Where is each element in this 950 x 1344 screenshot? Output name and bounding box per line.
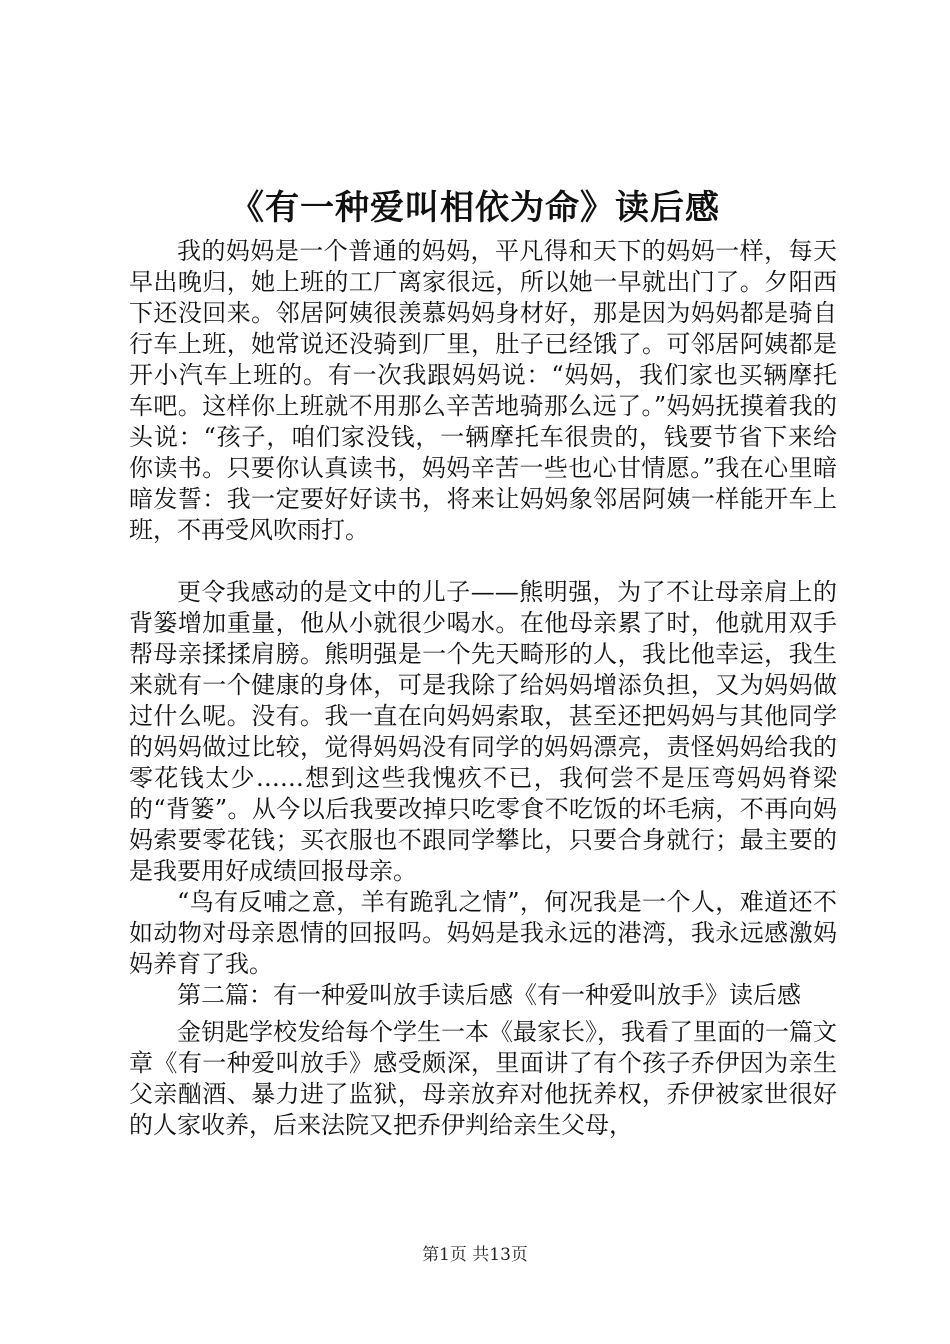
paragraph-4: 金钥匙学校发给每个学生一本《最家长》，我看了里面的一篇文章《有一种爱叫放手》感受颇深，里面讲了有个孩子乔伊因为亲生父亲酗酒、暴力进了监狱，母亲放弃对他抚养权，乔伊被家世很好的人家收养，后来法院又把乔伊判给亲生父母， bbox=[129, 1018, 837, 1139]
paragraph-2: 更令我感动的是文中的儿子——熊明强，为了不让母亲肩上的背篓增加重量，他从小就很少喝水。在他母亲累了时，他就用双手帮母亲揉揉肩膀。熊明强是一个先天畸形的人，我比他幸运，我生来就有一个健康的身体，可是我除了给妈妈增添负担，又为妈妈做过什么呢。没有。我一直在向妈妈索取，甚至还把妈妈与其他同学的妈妈做过比较，觉得妈妈没有同学的妈妈漂亮，责怪妈妈给我的零花钱太少……想到这些我愧疚不已，我何尝不是压弯妈妈脊梁的“背篓”。从今以后我要改掉只吃零食不吃饭的坏毛病，不再向妈妈索要零花钱；买衣服也不跟同学攀比，只要合身就行；最主要的是我要用好成绩回报母亲。 bbox=[129, 578, 837, 885]
paragraph-1: 我的妈妈是一个普通的妈妈，平凡得和天下的妈妈一样，每天早出晚归，她上班的工厂离家很远，所以她一早就出门了。夕阳西下还没回来。邻居阿姨很羡慕妈妈身材好，那是因为妈妈都是骑自行车上班，她常说还没骑到厂里，肚子已经饿了。可邻居阿姨都是开小汽车上班的。有一次我跟妈妈说：“妈妈，我们家也买辆摩托车吧。这样你上班就不用那么辛苦地骑那么远了。”妈妈抚摸着我的头说：“孩子，咱们家没钱，一辆摩托车很贵的，钱要节省下来给你读书。只要你认真读书，妈妈辛苦一些也心甘情愿。”我在心里暗暗发誓：我一定要好好读书，将来让妈妈象邻居阿姨一样能开车上班，不再受风吹雨打。 bbox=[129, 237, 837, 544]
section-heading-2: 第二篇：有一种爱叫放手读后感《有一种爱叫放手》读后感 bbox=[177, 981, 801, 1009]
document-body bbox=[129, 236, 837, 1141]
document-title: 《有一种爱叫相依为命》读后感 bbox=[230, 188, 720, 228]
paragraph-3: “鸟有反哺之意，羊有跪乳之情”，何况我是一个人，难道还不如动物对母亲恩情的回报吗。妈妈是我永远的港湾，我永远感激妈妈养育了我。 bbox=[129, 888, 837, 978]
page-footer: 第1页 共13页 bbox=[422, 1245, 528, 1265]
